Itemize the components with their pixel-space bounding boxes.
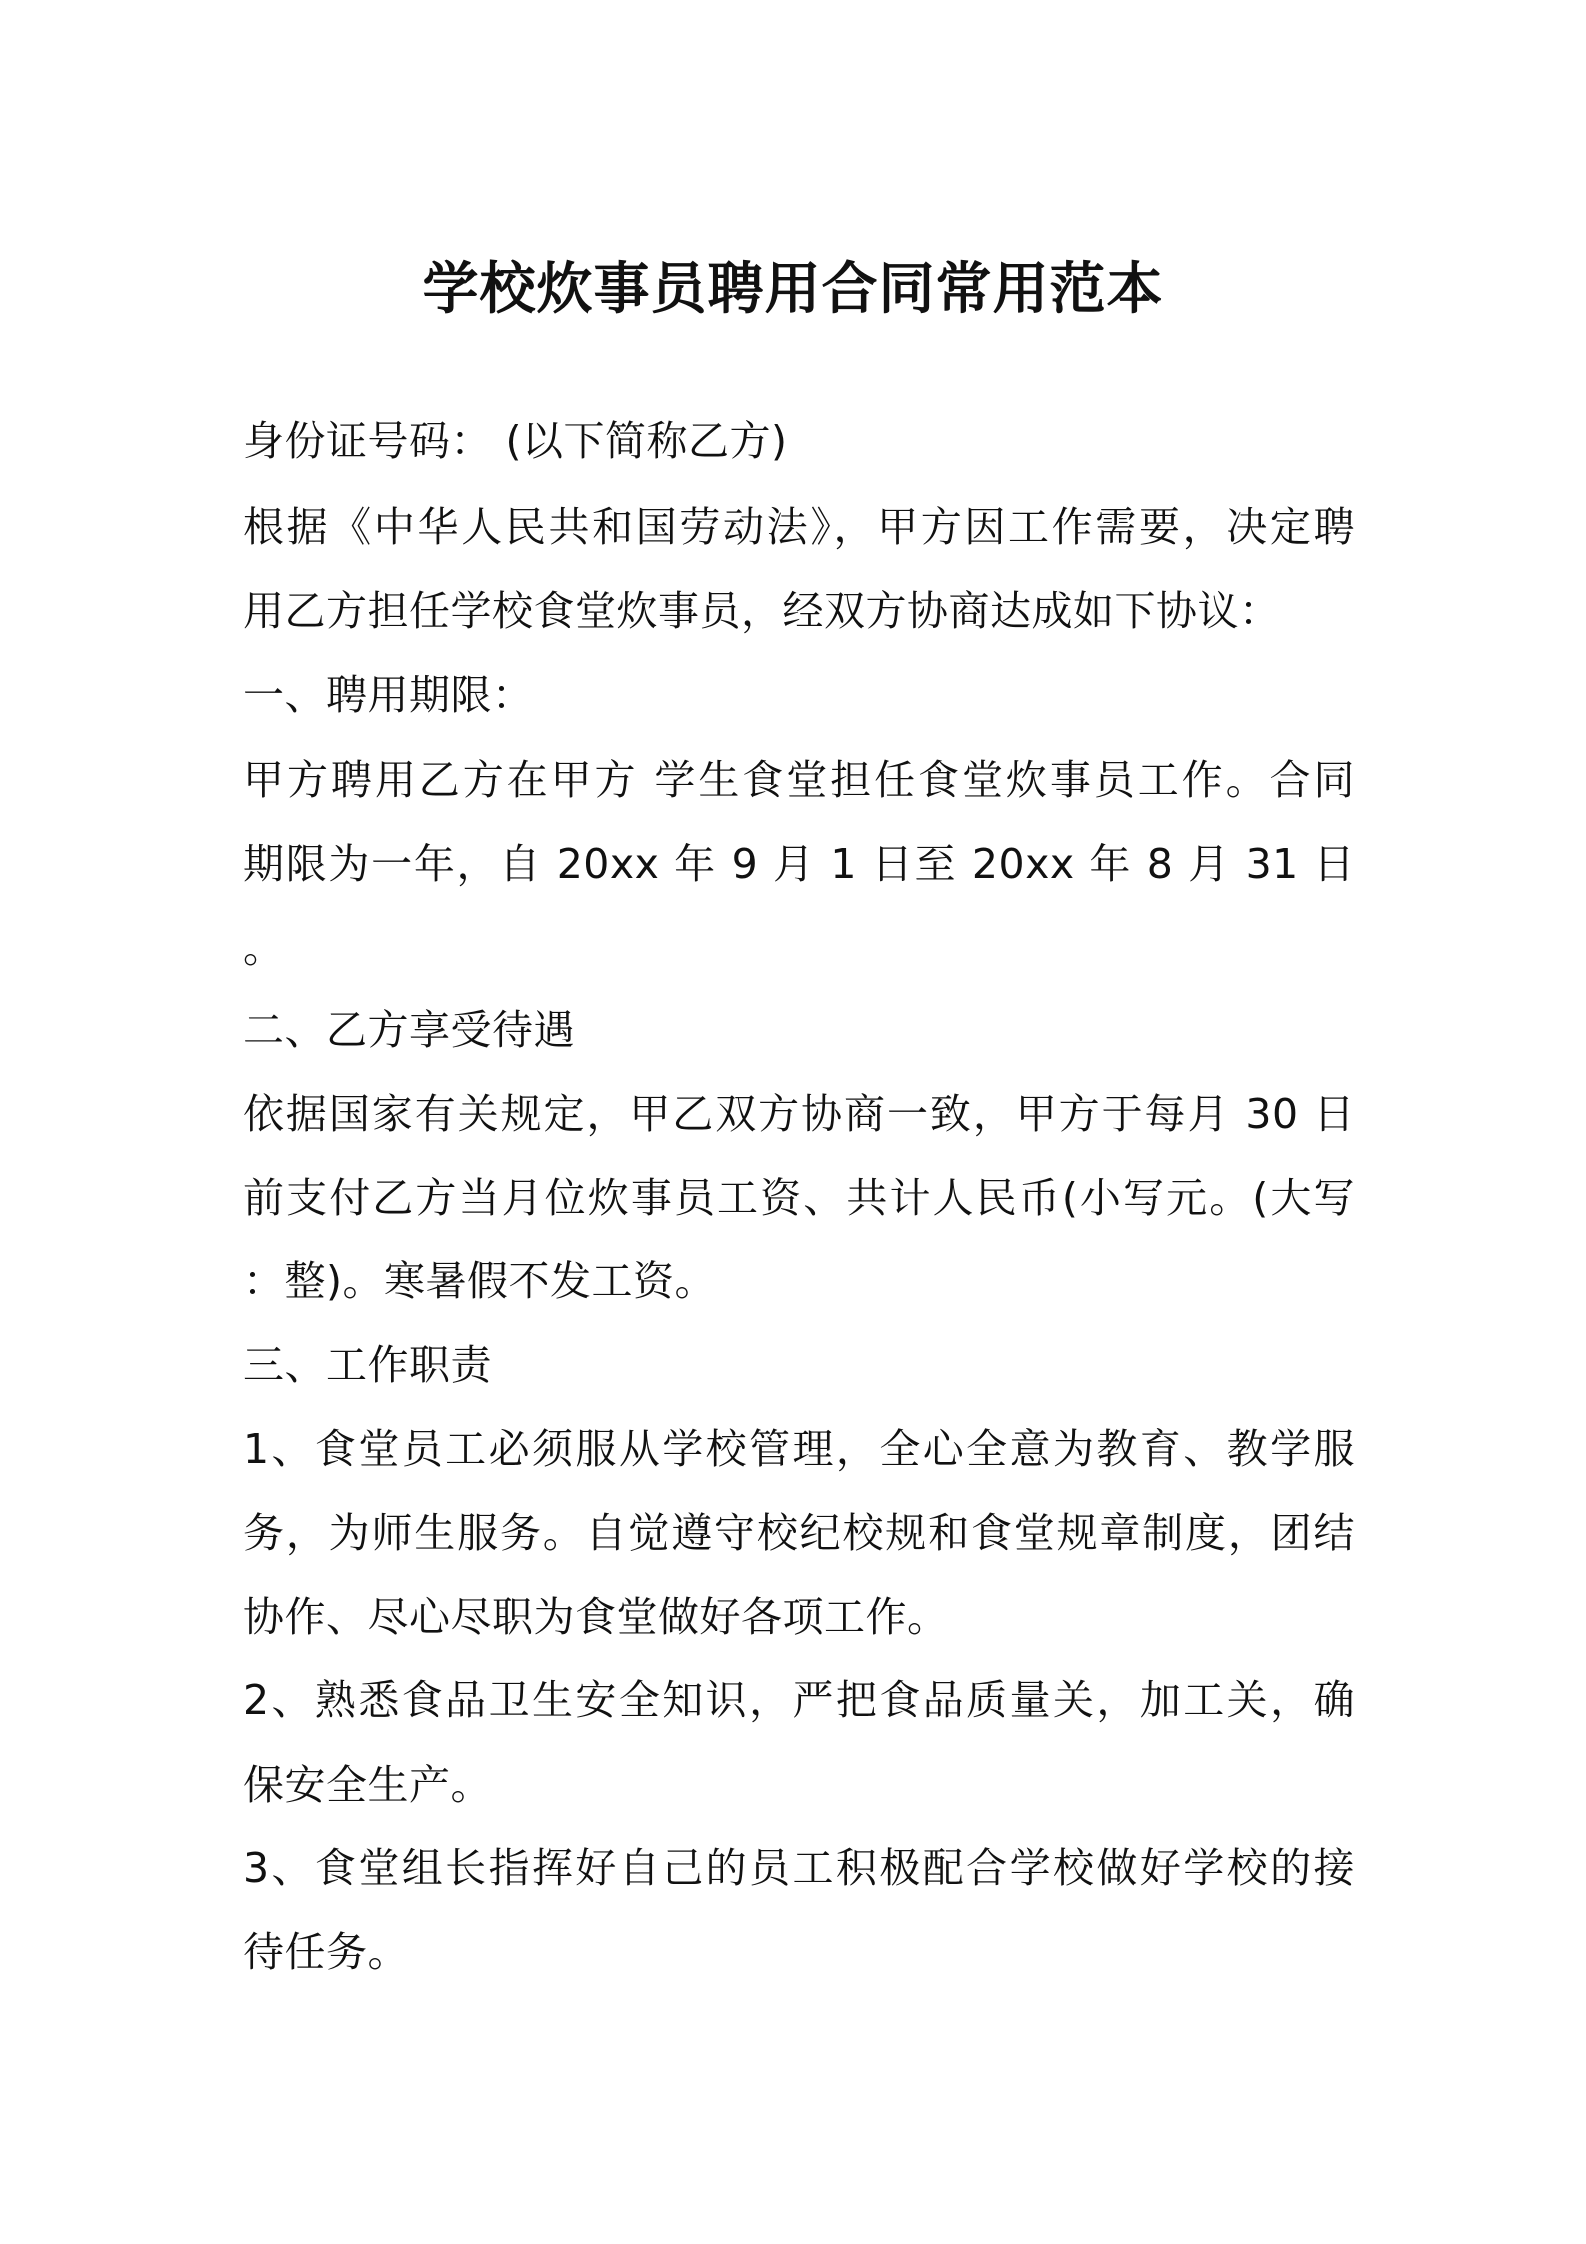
section-heading-term: 一、聘用期限： bbox=[243, 671, 534, 719]
paragraph-line: 3、食堂组长指挥好自己的员工积极配合学校做好学校的接 bbox=[243, 1844, 1355, 1892]
section-heading-duties: 三、工作职责 bbox=[243, 1341, 492, 1389]
paragraph-line: 根据《中华人民共和国劳动法》，甲方因工作需要，决定聘 bbox=[243, 503, 1355, 551]
section-heading-benefits: 二、乙方享受待遇 bbox=[243, 1006, 575, 1054]
paragraph-line: 依据国家有关规定，甲乙双方协商一致，甲方于每月 30 日 bbox=[243, 1090, 1355, 1138]
paragraph-line: 。 bbox=[243, 924, 285, 972]
paragraph-line: 2、熟悉食品卫生安全知识，严把食品质量关，加工关，确 bbox=[243, 1676, 1355, 1724]
paragraph-line: 用乙方担任学校食堂炊事员，经双方协商达成如下协议： bbox=[243, 587, 1281, 635]
paragraph-line-id-number: 身份证号码： (以下简称乙方) bbox=[243, 417, 788, 465]
paragraph-line: 甲方聘用乙方在甲方 学生食堂担任食堂炊事员工作。合同 bbox=[243, 756, 1355, 804]
paragraph-line: 务，为师生服务。自觉遵守校纪校规和食堂规章制度，团结 bbox=[243, 1509, 1355, 1557]
paragraph-line: 待任务。 bbox=[243, 1928, 409, 1976]
document-title: 学校炊事员聘用合同常用范本 bbox=[422, 257, 1164, 322]
paragraph-line: ：整)。寒暑假不发工资。 bbox=[243, 1257, 716, 1305]
paragraph-line: 协作、尽心尽职为食堂做好各项工作。 bbox=[243, 1593, 949, 1641]
paragraph-line: 保安全生产。 bbox=[243, 1761, 492, 1809]
paragraph-line: 前支付乙方当月位炊事员工资、共计人民币(小写元。(大写 bbox=[243, 1174, 1355, 1222]
paragraph-line: 期限为一年，自 20xx 年 9 月 1 日至 20xx 年 8 月 31 日 bbox=[243, 840, 1355, 888]
paragraph-line: 1、食堂员工必须服从学校管理，全心全意为教育、教学服 bbox=[243, 1425, 1355, 1473]
